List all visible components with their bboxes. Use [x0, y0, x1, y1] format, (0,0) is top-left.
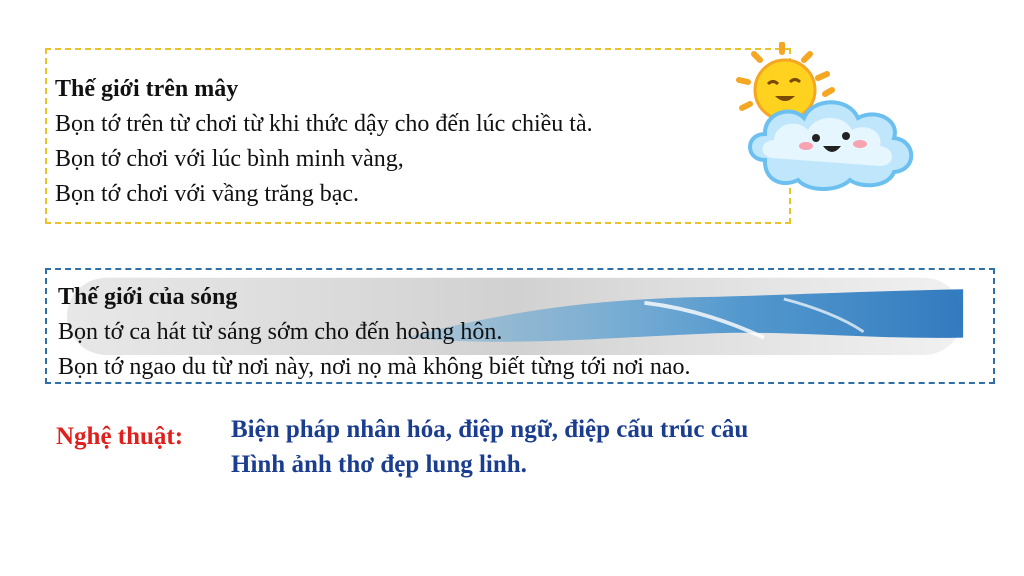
poem-box-waves: [45, 268, 995, 384]
poem-line: Bọn tớ chơi với lúc bình minh vàng,: [55, 146, 404, 172]
poem-line: Bọn tớ trên từ chơi từ khi thức dậy cho đến lúc chiều tà.: [55, 111, 593, 137]
poem-line: Bọn tớ ngao du từ nơi này, nơi nọ mà không biết từng tới nơi nao.: [58, 354, 691, 380]
poem-line: Bọn tớ chơi với vầng trăng bạc.: [55, 181, 360, 207]
poem-text-clouds: [47, 72, 789, 212]
art-description: [231, 412, 748, 482]
art-line: Biện pháp nhân hóa, điệp ngữ, điệp cấu trúc câu: [231, 416, 749, 443]
poem-line: Bọn tớ ca hát từ sáng sớm cho đến hoàng hôn.: [58, 319, 503, 345]
poem-box-clouds: [45, 48, 791, 224]
cloud-icon: [750, 102, 911, 189]
section-title: Thế giới trên mây: [55, 76, 239, 102]
poem-text-waves: [47, 280, 993, 384]
sun-cloud-illustration: [720, 42, 945, 192]
art-line: Hình ảnh thơ đẹp lung linh.: [231, 451, 527, 478]
art-label: Nghệ thuật:: [56, 423, 184, 450]
section-title: Thế giới của sóng: [58, 284, 238, 310]
